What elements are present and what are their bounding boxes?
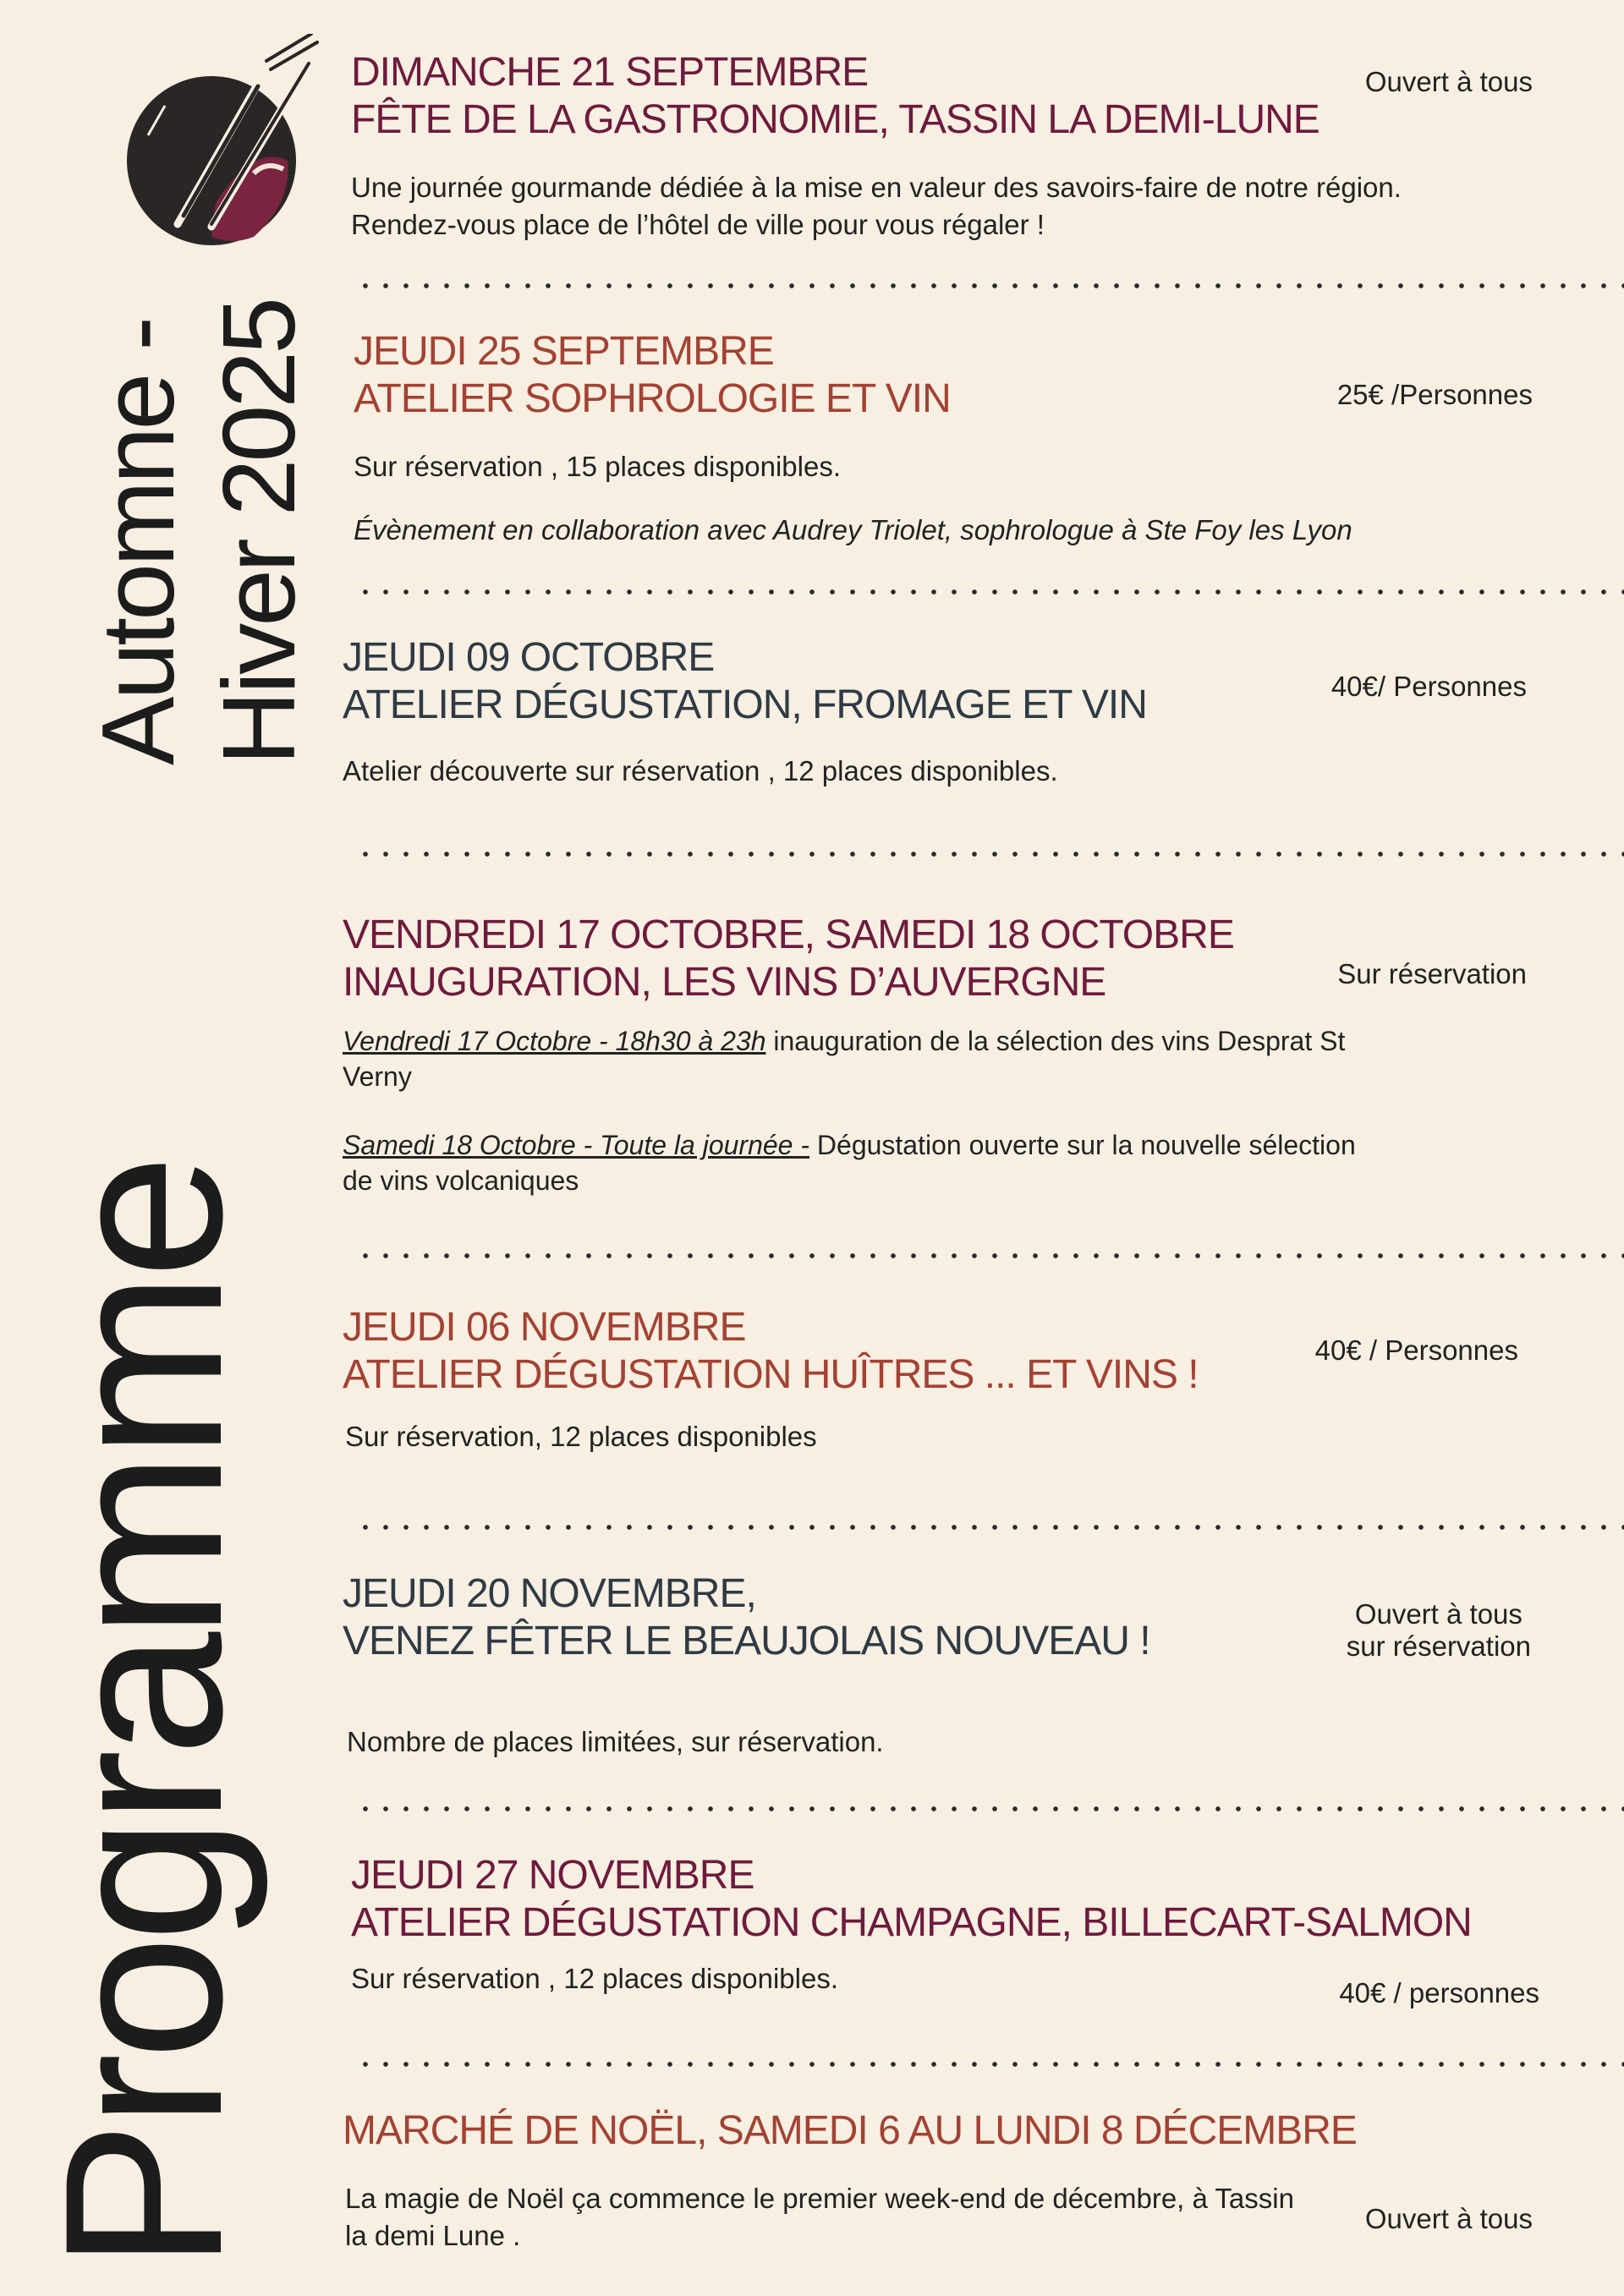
saturday-schedule-label: Samedi 18 Octobre - Toute la journée - (343, 1130, 810, 1160)
dotted-divider (355, 283, 1624, 288)
dotted-divider (355, 2062, 1624, 2067)
event-price: 40€ / Personnes (1314, 1334, 1518, 1366)
saturday-schedule-text: Dégustation ouverte sur la nouvelle sélection de vins volcaniques (343, 1130, 1356, 1196)
event-date: JEUDI 06 NOVEMBRE (343, 1305, 746, 1350)
event-description: Atelier découverte sur réservation , 12 places disponibles. (343, 755, 1058, 786)
dotted-divider (355, 1525, 1624, 1530)
event-date: VENDREDI 17 OCTOBRE, SAMEDI 18 OCTOBRE (343, 912, 1234, 957)
event-name: VENEZ FÊTER LE BEAUJOLAIS NOUVEAU ! (343, 1619, 1150, 1663)
restaurant-logo-icon (85, 34, 347, 254)
event-title (343, 1570, 1150, 1665)
event-title (343, 2107, 1357, 2155)
event-date: DIMANCHE 21 SEPTEMBRE (351, 50, 869, 95)
event-description: Nombre de places limitées, sur réservation. (347, 1726, 884, 1757)
friday-schedule-label: Vendredi 17 Octobre - 18h30 à 23h (343, 1026, 766, 1056)
event-name: FÊTE DE LA GASTRONOMIE, TASSIN LA DEMI-LUNE (351, 97, 1320, 142)
event-date: JEUDI 20 NOVEMBRE, (343, 1571, 756, 1616)
event-title (343, 912, 1234, 1006)
season-line-1: Automne - (80, 320, 195, 765)
friday-schedule-text: inauguration de la sélection des vins Desprat St Verny (343, 1026, 1346, 1092)
event-name: ATELIER SOPHROLOGIE ET VIN (354, 376, 951, 421)
event-description-friday (343, 1023, 1383, 1094)
event-title (354, 328, 951, 423)
event-date: JEUDI 09 OCTOBRE (343, 635, 715, 680)
event-description: La magie de Noël ça commence le premier week-end de décembre, à Tassin la demi Lune . (345, 2183, 1294, 2251)
event-collaboration: Évènement en collaboration avec Audrey Triolet, sophrologue à Ste Foy les Lyon (354, 514, 1352, 545)
season-line-2: Hiver 2025 (201, 300, 316, 765)
programme-title: Programme (19, 1160, 269, 2271)
event-price: Ouvert à tous (1364, 66, 1533, 97)
event-price: Sur réservation (1337, 958, 1527, 989)
dotted-divider (355, 589, 1624, 595)
event-date: JEUDI 27 NOVEMBRE (351, 1853, 754, 1898)
event-name: ATELIER DÉGUSTATION CHAMPAGNE, BILLECART-SALMON (351, 1900, 1472, 1945)
event-title (351, 1852, 1472, 1947)
event-access (1347, 1598, 1531, 1663)
event-description-saturday (343, 1127, 1383, 1198)
event-name: MARCHÉ DE NOËL, SAMEDI 6 AU LUNDI 8 DÉCEMBRE (343, 2108, 1357, 2153)
event-description: Sur réservation , 12 places disponibles. (351, 1963, 838, 1994)
event-date: JEUDI 25 SEPTEMBRE (354, 329, 774, 374)
dotted-divider (355, 852, 1624, 857)
event-price: 40€/ Personnes (1330, 671, 1527, 702)
event-title (343, 634, 1147, 729)
event-name: INAUGURATION, LES VINS D’AUVERGNE (343, 960, 1106, 1005)
event-name: ATELIER DÉGUSTATION, FROMAGE ET VIN (343, 682, 1147, 727)
event-description: Sur réservation, 12 places disponibles (345, 1421, 817, 1452)
event-access-line1: Ouvert à tous (1354, 1598, 1522, 1630)
event-name: ATELIER DÉGUSTATION HUÎTRES ... ET VINS ! (343, 1352, 1199, 1397)
event-description: Une journée gourmande dédiée à la mise en valeur des savoirs-faire de notre région. Rendez-vous place de l’hôtel de ville pour vous régaler ! (351, 172, 1402, 240)
event-access: Ouvert à tous (1364, 2203, 1533, 2234)
event-price: 40€ / personnes (1339, 1977, 1539, 2008)
dotted-divider (355, 1253, 1624, 1258)
event-title (343, 1304, 1199, 1399)
event-access-line2: sur réservation (1346, 1630, 1531, 1662)
dotted-divider (355, 1806, 1624, 1811)
event-title (351, 49, 1320, 144)
event-description: Sur réservation , 15 places disponibles. (354, 451, 841, 482)
event-price: 25€ /Personnes (1336, 379, 1533, 410)
